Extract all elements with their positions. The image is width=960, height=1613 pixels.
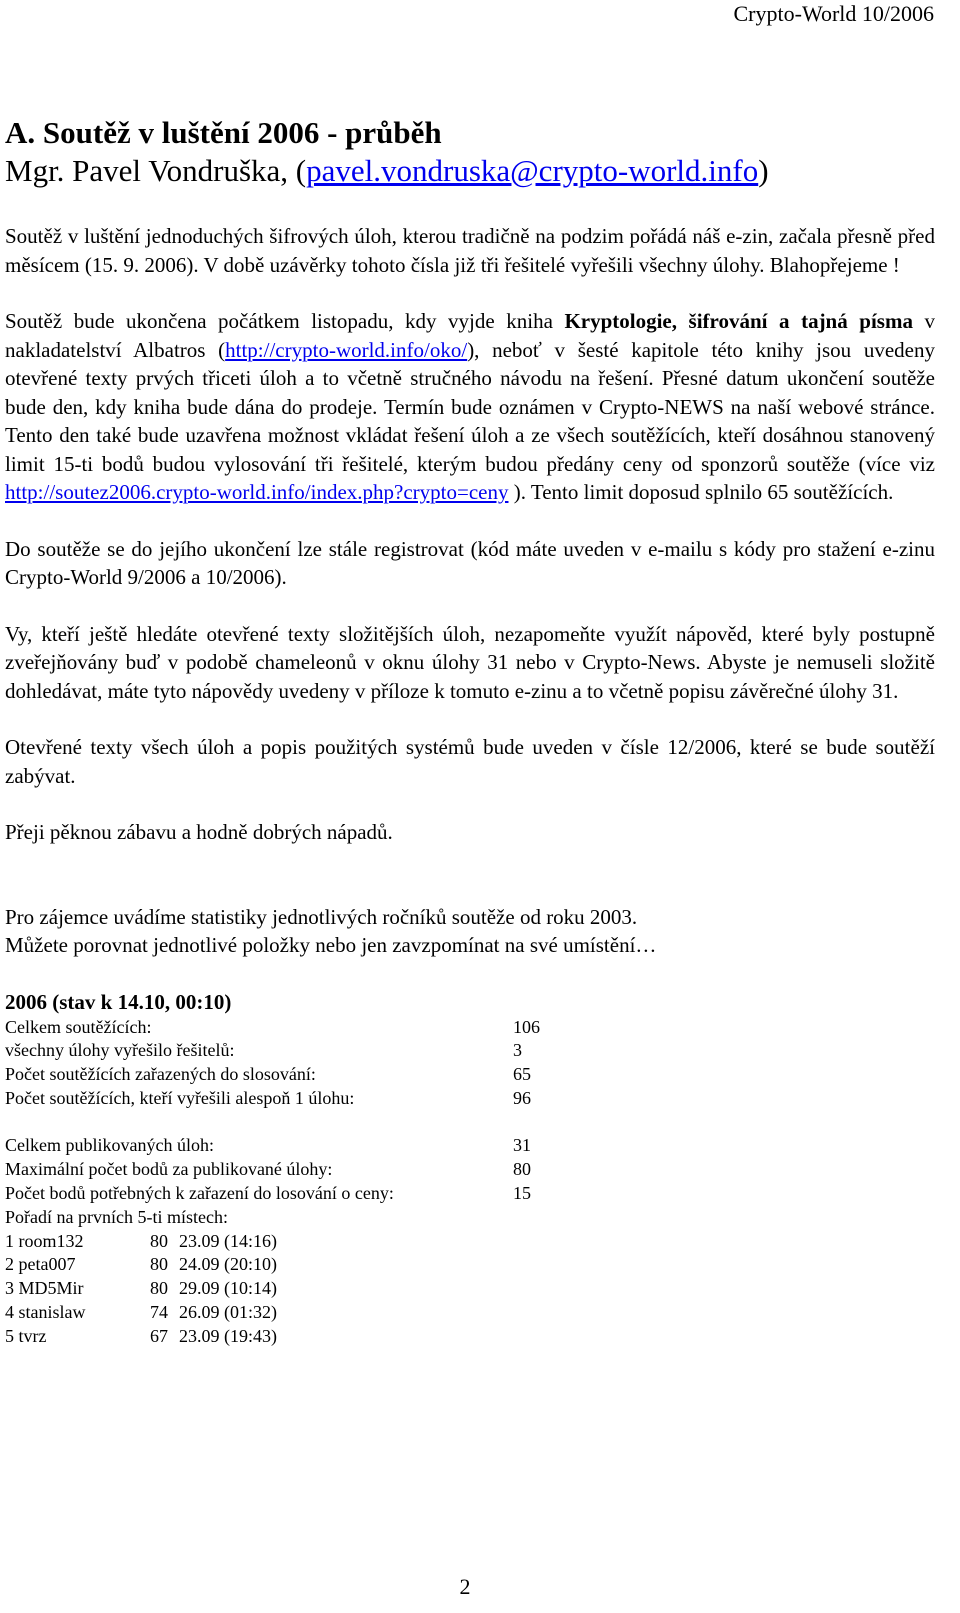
paragraph-registration: Do soutěže se do jejího ukončení lze stále registrovat (kód máte uveden v e-mailu s kódy pro stažení e-zinu Crypto-World 9/2006 a 10/2006). xyxy=(5,536,935,589)
stats-label: Celkem soutěžících: xyxy=(5,1016,152,1037)
stats-row xyxy=(5,1087,935,1111)
article-author xyxy=(5,152,935,190)
stats-label: Počet bodů potřebných k zařazení do losování o ceny: xyxy=(5,1183,394,1204)
ranking-time: 26.09 (01:32) xyxy=(179,1302,277,1323)
ranking-points: 80 xyxy=(150,1278,168,1299)
stats-label: Maximální počet bodů za publikované úlohy: xyxy=(5,1159,333,1180)
stats-group-competitors xyxy=(5,1016,935,1111)
running-header: Crypto-World 10/2006 xyxy=(733,1,934,26)
paragraph-wishes: Přeji pěknou zábavu a hodně dobrých nápadů. xyxy=(5,820,393,844)
ranking-row xyxy=(5,1301,935,1325)
stats-label: Počet soutěžících zařazených do slosování: xyxy=(5,1064,316,1085)
page-number: 2 xyxy=(459,1574,471,1599)
ranking-row xyxy=(5,1325,935,1349)
ranking-time: 29.09 (10:14) xyxy=(179,1278,277,1299)
paragraph-open-texts: Otevřené texty všech úloh a popis použitých systémů bude uveden v čísle 12/2006, které se bude soutěží zabývat. xyxy=(5,735,935,788)
stats-value: 15 xyxy=(513,1183,531,1204)
stats-row xyxy=(5,1158,935,1182)
ranking-name: 4 stanislaw xyxy=(5,1302,86,1323)
prizes-link[interactable]: http://soutez2006.crypto-world.info/index.php?crypto=ceny xyxy=(5,480,509,504)
paragraph-intro: Soutěž v luštění jednoduchých šifrových úloh, kterou tradičně na podzim pořádá náš e-zin, začala přesně před měsícem (15. 9. 2006). V době uzávěrky tohoto čísla již tři řešitelé vyřešili všechny úlohy. Blahopřejeme ! xyxy=(5,224,935,277)
stats-row xyxy=(5,1039,935,1063)
stats-row xyxy=(5,1182,935,1206)
author-suffix: ) xyxy=(758,153,769,188)
paragraph-stats-intro-2: Můžete porovnat jednotlivé položky nebo jen zavzpomínat na své umístění… xyxy=(5,933,657,957)
ranking-name: 5 tvrz xyxy=(5,1325,47,1346)
ranking-title: Pořadí na prvních 5-ti místech: xyxy=(5,1206,228,1227)
stats-value: 106 xyxy=(513,1016,540,1037)
paragraph-competition-end: Soutěž bude ukončena počátkem listopadu, kdy vyjde kniha Kryptologie, šifrování a tajná písma v nakladatelství Albatros (http://crypto-world.info/oko/), neboť v šesté kapitole této knihy jsou uvedeny otevřené texty prvých třiceti úloh a to včetně stručného návodu na řešení. Přesné datum ukončení soutěže bude den, kdy kniha bude dána do prodeje. Termín bude oznámen v Crypto-NEWS na naší webové stránce. Tento den také bude uzavřena možnost vkládat řešení úloh a ze všech soutěžících, kteří dosáhnou stanovený limit 15-ti bodů budou vylosování tři řešitelé, kterým budou předány ceny od sponzorů soutěže (více viz http://soutez2006.crypto-world.info/index.php?crypto=ceny ). Tento limit doposud splnilo 65 soutěžících. xyxy=(5,309,936,504)
stats-group-tasks xyxy=(5,1134,935,1205)
stats-label: všechny úlohy vyřešilo řešitelů: xyxy=(5,1040,235,1061)
ranking-points: 67 xyxy=(150,1325,168,1346)
ranking-name: 3 MD5Mir xyxy=(5,1278,84,1299)
paragraph-hints: Vy, kteří ještě hledáte otevřené texty složitějších úloh, nezapomeňte využít nápověd, které byly postupně zveřejňovány buď v podobě chameleonů v oknu úlohy 31 nebo v Crypto-News. Abyste je nemuseli složitě dohledávat, máte tyto nápovědy uvedeny v příloze k tomuto e-zinu a to včetně popisu závěrečné úlohy 31. xyxy=(5,621,935,703)
stats-label: Celkem publikovaných úloh: xyxy=(5,1135,214,1156)
author-name: Mgr. Pavel Vondruška, ( xyxy=(5,153,307,188)
stats-label: Počet soutěžících, kteří vyřešili alespoň 1 úlohu: xyxy=(5,1087,355,1108)
stats-value: 31 xyxy=(513,1135,531,1156)
author-email-link[interactable]: pavel.vondruska@crypto-world.info xyxy=(306,153,759,188)
ranking-points: 74 xyxy=(150,1302,168,1323)
ranking-points: 80 xyxy=(150,1254,168,1275)
book-title: Kryptologie, šifrování a tajná písma xyxy=(564,309,913,333)
stats-row xyxy=(5,1134,935,1158)
stats-row xyxy=(5,1016,935,1040)
ranking-name: 2 peta007 xyxy=(5,1254,76,1275)
ranking-time: 23.09 (14:16) xyxy=(179,1230,277,1251)
stats-value: 80 xyxy=(513,1159,531,1180)
ranking-time: 23.09 (19:43) xyxy=(179,1325,277,1346)
ranking-time: 24.09 (20:10) xyxy=(179,1254,277,1275)
ranking-row xyxy=(5,1230,935,1254)
paragraph-stats-intro-1: Pro zájemce uvádíme statistiky jednotlivých ročníků soutěže od roku 2003. xyxy=(5,904,638,929)
stats-value: 96 xyxy=(513,1087,531,1108)
article-title: A. Soutěž v luštění 2006 - průběh xyxy=(5,115,442,150)
ranking-name: 1 room132 xyxy=(5,1230,84,1251)
stats-value: 3 xyxy=(513,1040,522,1061)
article xyxy=(5,114,935,1349)
stats-value: 65 xyxy=(513,1064,531,1085)
stats-heading: 2006 (stav k 14.10, 00:10) xyxy=(5,989,232,1014)
ranking-points: 80 xyxy=(150,1230,168,1251)
stats-row xyxy=(5,1063,935,1087)
ranking-row xyxy=(5,1277,935,1301)
ranking-row xyxy=(5,1253,935,1277)
book-link[interactable]: http://crypto-world.info/oko/ xyxy=(225,337,468,362)
ranking-list xyxy=(5,1230,935,1349)
